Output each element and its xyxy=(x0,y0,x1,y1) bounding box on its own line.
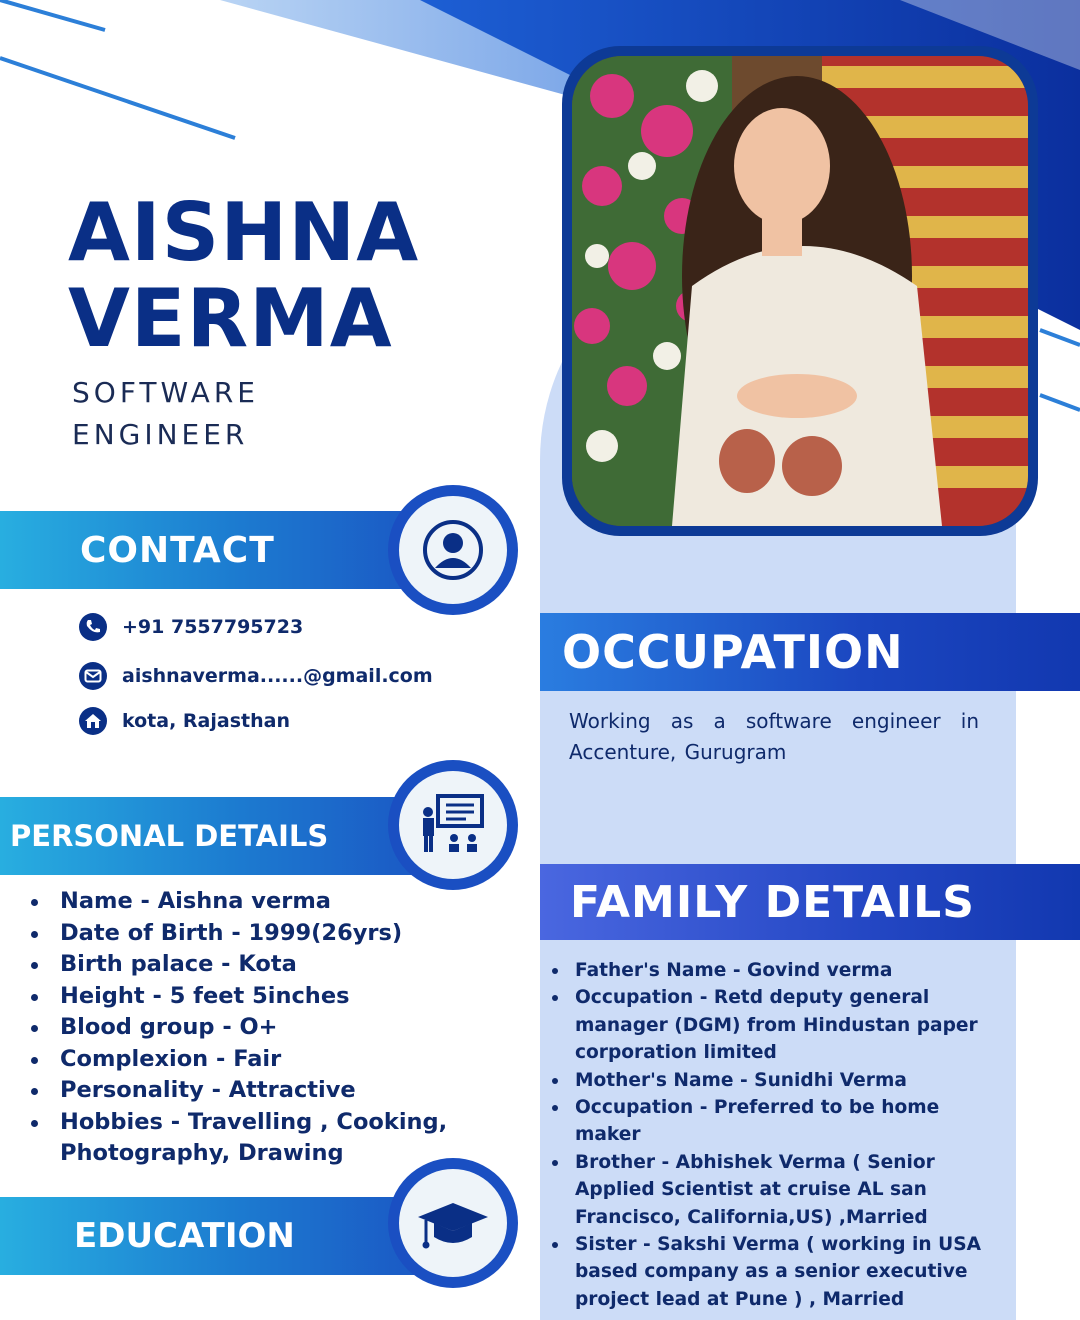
contact-phone-text: +91 7557795723 xyxy=(122,616,304,638)
contact-phone[interactable] xyxy=(78,612,303,642)
job-title-line2: ENGINEER xyxy=(72,418,249,451)
contact-address-text: kota, Rajasthan xyxy=(122,710,290,732)
contact-email-text: aishnaverma......@gmail.com xyxy=(122,665,433,687)
occupation-text: Working as a software engineer in Accenture, Gurugram xyxy=(569,709,979,764)
list-item: Brother - Abhishek Verma ( Senior Applied Scientist at cruise AL san Francisco, California,US) ,Married xyxy=(548,1149,998,1231)
contact-icon-badge xyxy=(388,485,518,615)
list-item: Hobbies - Travelling , Cooking, Photography, Drawing xyxy=(28,1107,488,1170)
list-item: Personality - Attractive xyxy=(28,1075,488,1107)
occupation-heading-bar xyxy=(540,613,1080,691)
list-item: Father's Name - Govind verma xyxy=(548,957,998,984)
last-name: VERMA xyxy=(68,272,393,365)
graduation-cap-icon xyxy=(416,1193,490,1253)
list-item: Date of Birth - 1999(26yrs) xyxy=(28,918,488,950)
family-details-heading-bar xyxy=(540,864,1080,940)
family-details-heading: FAMILY DETAILS xyxy=(570,876,975,928)
job-title-line1: SOFTWARE xyxy=(72,376,259,409)
presentation-icon xyxy=(418,790,488,860)
contact-heading: CONTACT xyxy=(80,529,275,571)
list-item: Blood group - O+ xyxy=(28,1012,488,1044)
personal-details-heading: PERSONAL DETAILS xyxy=(10,819,329,853)
education-icon-badge xyxy=(388,1158,518,1288)
profile-photo-frame xyxy=(562,46,1038,536)
education-heading: EDUCATION xyxy=(74,1216,295,1256)
list-item: Complexion - Fair xyxy=(28,1044,488,1076)
occupation-heading: OCCUPATION xyxy=(562,625,904,679)
list-item: Height - 5 feet 5inches xyxy=(28,981,488,1013)
personal-details-list xyxy=(28,886,488,1170)
job-title xyxy=(72,372,332,456)
candidate-name xyxy=(68,186,420,365)
personal-icon-badge xyxy=(388,760,518,890)
education-heading-bar xyxy=(0,1197,430,1275)
personal-details-heading-bar xyxy=(0,797,430,875)
profile-photo xyxy=(572,56,1028,526)
contact-address xyxy=(78,706,290,736)
list-item: Mother's Name - Sunidhi Verma xyxy=(548,1067,998,1094)
user-icon xyxy=(421,518,485,582)
phone-icon xyxy=(78,612,108,642)
contact-heading-bar xyxy=(0,511,430,589)
list-item: Sister - Sakshi Verma ( working in USA based company as a senior executive project lead at Pune ) , Married xyxy=(548,1231,998,1313)
first-name: AISHNA xyxy=(68,186,420,279)
list-item: Occupation - Retd deputy general manager (DGM) from Hindustan paper corporation limited xyxy=(548,984,998,1066)
home-icon xyxy=(78,706,108,736)
email-icon xyxy=(78,661,108,691)
list-item: Occupation - Preferred to be home maker xyxy=(548,1094,998,1149)
list-item: Name - Aishna verma xyxy=(28,886,488,918)
list-item: Birth palace - Kota xyxy=(28,949,488,981)
contact-email[interactable] xyxy=(78,661,433,691)
family-details-list xyxy=(548,957,998,1313)
